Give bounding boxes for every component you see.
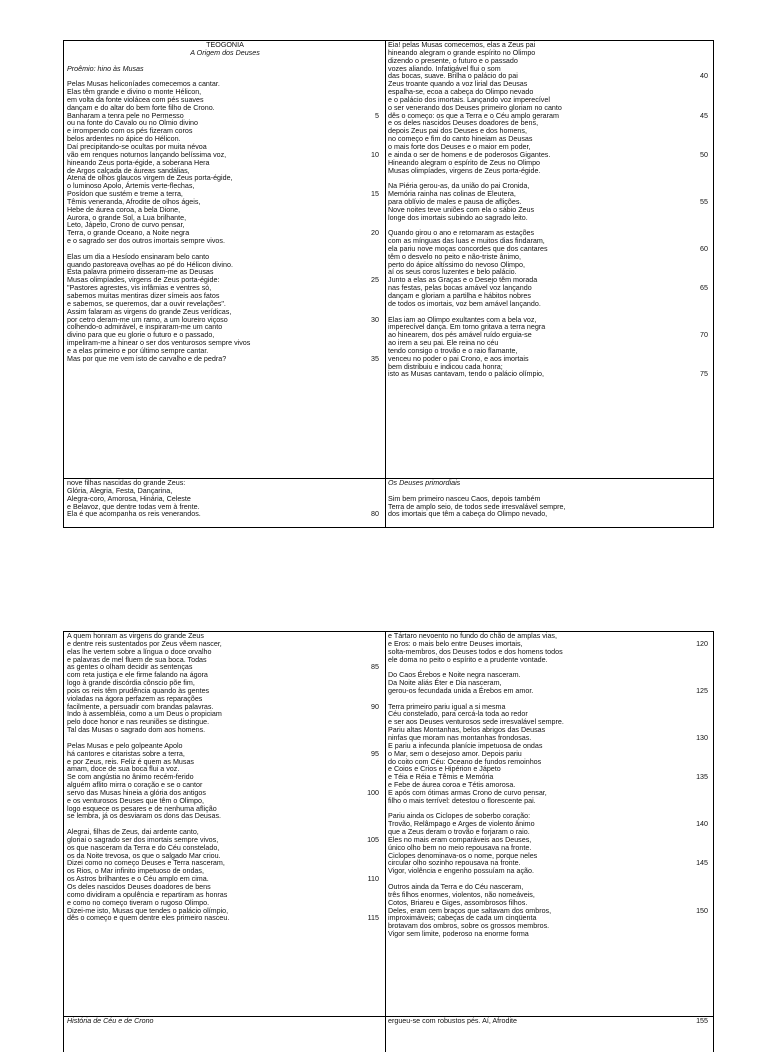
line-number: 100 (367, 788, 379, 797)
column-divider (385, 632, 386, 1052)
line-number: 40 (700, 72, 708, 81)
verse-text: violadas na ágora perfazem as reparações (67, 694, 203, 703)
section-heading: História de Céu e de Crono (67, 1017, 154, 1025)
line-number: 155 (696, 1017, 708, 1025)
verse-text: os que nasceram da Terra e do Céu constelado, (67, 843, 220, 852)
line-number: 30 (371, 315, 379, 324)
verse-text: e Belavoz, que dentre todas vem à frente. (67, 502, 200, 511)
verse-line (388, 168, 712, 176)
verse-line (388, 511, 712, 519)
verse-text: Pelas Musas e pelo golpeante Apolo (67, 741, 183, 750)
verse-text: Hineando alegram o espírito de Zeus no Olimpo (388, 158, 541, 167)
line-number: 50 (700, 150, 708, 159)
verse-text: e como no começo tiveram o rugoso Olimpo. (67, 898, 210, 907)
verse-text: Da Noite aliás Éter e Dia nasceram, (388, 679, 502, 688)
verse-text: e Eros: o mais belo entre Deuses imortais, (388, 639, 523, 648)
verse-line (388, 931, 712, 939)
line-number: 140 (696, 820, 708, 829)
verse-text: Indo à assembléia, como a um Deus o propiciam (67, 710, 222, 719)
verse-text: os Rios, o Mar infinito impetuoso de ondas, (67, 867, 204, 876)
line-number: 145 (696, 859, 708, 868)
verse-text: com reta justiça e ele firme falando na ágora (67, 671, 208, 680)
verse-text: e Tártaro nevoento no fundo do chão de amplas vias, (388, 632, 557, 640)
verse-line (67, 511, 383, 519)
line-number: 15 (371, 190, 379, 199)
verse-text: E pariu a infecunda planície impetuosa de ondas (388, 741, 543, 750)
verse-text: e o sagrado ser dos outros imortais sempre vivos. (67, 237, 225, 246)
verse-text: amam, doce de sua boca flui a voz. (67, 765, 180, 774)
verse-text: E após com ótimas armas Crono de curvo pensar, (388, 788, 547, 797)
verse-text: Glória, Alegria, Festa, Dançarina, (67, 486, 173, 495)
verse-text: improximáveis; cabeças de cada um cinqüenta (388, 914, 537, 923)
verse-text: Pariu altas Montanhas, belos abrigos das Deusas (388, 726, 546, 735)
verse-text: Se com angústia no ânimo recém-ferido (67, 773, 194, 782)
verse-text: no começo e fim do canto hineiam as Deusas (388, 135, 533, 144)
verse-line (67, 1018, 383, 1026)
verse-text: servo das Musas hineia a glória dos antigos (67, 788, 206, 797)
verse-text: circular olho sozinho repousava na fronte. (388, 859, 521, 868)
verse-text: aí os seus coros luzentes e belo palácio. (388, 268, 517, 277)
verse-text: como dividiram a opulência e repartiram as honras (67, 890, 228, 899)
verse-text: de Argos calçada de áureas sandálias, (67, 166, 190, 175)
verse-text: Terra de amplo seio, de todos sede irresvalável sempre, (388, 502, 566, 511)
verse-text: Elas um dia a Hesíodo ensinaram belo canto (67, 252, 210, 261)
verse-text: e Coios e Crios e Hipérion e Jápeto (388, 765, 501, 774)
verse-text: Outros ainda da Terra e do Céu nasceram, (388, 883, 524, 891)
verse-text: colhendo-o admirável, e inspiraram-me um canto (67, 323, 223, 332)
verse-text: ela pariu nove moças concordes que dos cantares (388, 244, 548, 253)
blank-line (67, 923, 383, 931)
verse-text: e a elas primeiro e por último sempre cantar. (67, 346, 209, 355)
verse-text: e sabemos, se queremos, dar a ouvir revelações". (67, 299, 226, 308)
column-divider (385, 41, 386, 527)
verse-text: longe dos imortais subindo ao sagrado leito. (388, 213, 528, 222)
line-number: 95 (371, 749, 379, 758)
verse-line (67, 727, 383, 735)
verse-text: Terra, o grande Oceano, a Noite negra (67, 229, 190, 238)
verse-text: Elas iam ao Olimpo exultantes com a bela voz, (388, 315, 537, 324)
verse-text: divino para que eu glorie o futuro e o passado, (67, 331, 215, 340)
verse-text: nas festas, pelas bocas amável voz lançando (388, 284, 532, 293)
verse-text: Terra primeiro pariu igual a si mesma (388, 702, 506, 711)
verse-text: Musas olimpíades, virgens de Zeus porta-égide: (67, 276, 220, 285)
verse-text: logo esquece os pesares e de nenhuma aflição (67, 804, 217, 813)
verse-text: dês o começo e quem dentre eles primeiro nasceu. (67, 914, 230, 923)
verse-text: e o palácio dos imortais. Lançando voz imperecível (388, 95, 550, 104)
verse-line (67, 66, 383, 74)
verse-text: se lembra, já os desviaram os dons das Deusas. (67, 812, 221, 821)
section-heading: Proêmio: hino às Musas (67, 64, 144, 73)
verse-text: os da Noite trevosa, os que o salgado Mar criou. (67, 851, 221, 860)
line-number: 80 (371, 510, 379, 519)
verse-text: Dizei-me isto, Musas que tendes o palácio olímpio, (67, 906, 229, 915)
verse-text: e os venturosos Deuses que têm o Olimpo, (67, 796, 204, 805)
verse-text: com as mínguas das luas e muitos dias findaram, (388, 237, 545, 246)
verse-line (388, 371, 712, 379)
verse-text: Nove noites teve uniões com ela o sábio Zeus (388, 205, 535, 214)
page-1-left-bottom-column (67, 480, 383, 519)
verse-text: Daí precipitando-se ocultas por muita névoa (67, 142, 207, 151)
section-heading: A Origem dos Deuses (190, 48, 260, 57)
verse-text: Pariu ainda os Ciclopes de soberbo coração: (388, 812, 531, 821)
line-number: 70 (700, 331, 708, 340)
line-number: 20 (371, 229, 379, 238)
verse-text: Têmis veneranda, Afrodite de olhos ágeis, (67, 197, 201, 206)
verse-line (388, 688, 712, 696)
verse-text: "Pastores agrestes, vis infâmias e ventres só, (67, 284, 212, 293)
verse-text: Ela é que acompanha os reis venerandos. (67, 510, 201, 519)
line-number: 110 (367, 875, 379, 884)
verse-text: quando pastoreava ovelhas ao pé do Hélicon divino. (67, 260, 233, 269)
verse-text: as gentes o olham decidir as sentenças (67, 663, 193, 672)
document-page-1 (63, 40, 713, 528)
section-heading: Os Deuses primordiais (388, 479, 461, 487)
verse-text: Memória rainha nas colinas de Eleutera, (388, 190, 516, 199)
verse-text: gloriai o sagrado ser dos imortais sempre vivos, (67, 835, 219, 844)
line-number: 60 (700, 244, 708, 253)
verse-text: e Febe de áurea coroa e Tétis amorosa. (388, 781, 516, 790)
verse-text: Musas olimpíades, virgens de Zeus porta-égide. (388, 166, 541, 175)
verse-text: e os deles nascidos Deuses doadores de bens, (388, 119, 539, 128)
line-number: 35 (371, 354, 379, 363)
verse-text: o Mar, sem o desejoso amor. Depois pariu (388, 749, 522, 758)
verse-text: Alegra-coro, Amorosa, Hinária, Celeste (67, 494, 191, 503)
verse-text: e ainda o ser de homens e de poderosos Gigantes. (388, 150, 551, 159)
verse-text: hineando alegram o grande espírito no Olimpo (388, 48, 536, 57)
page-1-border (63, 40, 714, 528)
verse-line (388, 657, 712, 665)
verse-text: bem distribuiu e indicou cada honra; (388, 362, 503, 371)
verse-text: elas lhe vertem sobre a língua o doce orvalho (67, 647, 212, 656)
verse-line (67, 50, 383, 58)
line-number: 25 (371, 276, 379, 285)
verse-text: os Astros brilhantes e o Céu amplo em cima. (67, 875, 209, 884)
verse-text: alguém aflito mirra o coração e se o cantor (67, 781, 203, 790)
verse-text: logo à grande discórdia cônscio põe fim, (67, 679, 195, 688)
verse-text: dançam e do altar do bem forte filho de Crono. (67, 103, 215, 112)
verse-text: pois os reis têm prudência quando às gentes (67, 686, 210, 695)
verse-text: dizendo o presente, o futuro e o passado (388, 56, 518, 65)
verse-text: imperecível dança. Em torno gritava a terra negra (388, 323, 546, 332)
page-1-right-bottom-column (388, 480, 712, 519)
line-number: 10 (371, 150, 379, 159)
page-2-right-top-column (388, 633, 712, 939)
verse-text: pelo doce honor e nas reuniões se distingue. (67, 718, 210, 727)
verse-line (388, 301, 712, 309)
line-number: 65 (700, 284, 708, 293)
verse-text: solta-membros, dos Deuses todos e dos homens todos (388, 647, 563, 656)
verse-text: único olho bem no meio repousava na fronte. (388, 843, 532, 852)
verse-text: A quem honram as virgens do grande Zeus (67, 632, 204, 640)
verse-text: Posídon que sustém e treme a terra, (67, 190, 183, 199)
verse-text: o ser venerando dos Deuses primeiro gloriam no canto (388, 103, 562, 112)
page-2-right-bottom-column (388, 1018, 712, 1026)
verse-line (67, 813, 383, 821)
verse-text: Vigor sem limite, poderoso na enorme forma (388, 930, 529, 939)
line-number: 125 (696, 686, 708, 695)
verse-text: Sim bem primeiro nasceu Caos, depois também (388, 494, 541, 503)
verse-text: filho o mais terrível: detestou o florescente pai. (388, 796, 536, 805)
verse-text: Trovão, Relâmpago e Arges de violento ânimo (388, 820, 535, 829)
verse-text: o mais forte dos Deuses e o maior em poder, (388, 142, 531, 151)
verse-text: nove filhas nascidas do grande Zeus: (67, 479, 186, 487)
verse-text: Junto a elas as Graças e o Desejo têm morada (388, 276, 538, 285)
page-2-left-bottom-column (67, 1018, 383, 1026)
verse-text: venceu no poder o pai Crono, e aos imortais (388, 354, 529, 363)
verse-line (67, 356, 383, 364)
verse-text: Hebe de áurea coroa, a bela Dione, (67, 205, 181, 214)
verse-line (67, 238, 383, 246)
verse-text: depois Zeus pai dos Deuses e dos homens, (388, 127, 527, 136)
verse-text: perto do ápice altíssimo do nevoso Olimpo, (388, 260, 525, 269)
verse-text: tendo consigo o trovão e o raio flamante, (388, 346, 518, 355)
verse-text: há cantores e citaristas sobre a terra, (67, 749, 185, 758)
verse-text: Quando girou o ano e retornaram as estações (388, 229, 535, 238)
line-number: 115 (367, 914, 379, 923)
verse-text: Céu constelado, para cercá-la toda ao redor (388, 710, 528, 719)
verse-text: isto as Musas cantavam, tendo o palácio olímpio, (388, 370, 544, 379)
verse-text: Os deles nascidos Deuses doadores de bens (67, 883, 211, 891)
verse-text: ele doma no peito o espírito e a prudente vontade. (388, 655, 548, 664)
document-page-2 (63, 631, 713, 1031)
verse-text: Alegrai, filhas de Zeus, dai ardente canto, (67, 828, 199, 837)
verse-text: Eia! pelas Musas comecemos, elas a Zeus pai (388, 41, 536, 49)
verse-text: Banharam a tenra pele no Permesso (67, 111, 184, 120)
verse-text: Elas têm grande e divino o monte Hélicon, (67, 88, 202, 97)
verse-text: Atena de olhos glaucos virgem de Zeus porta-égide, (67, 174, 233, 183)
verse-text: Do Caos Érebos e Noite negra nasceram. (388, 671, 521, 680)
verse-text: de todos os imortais, voz bem amável lançando. (388, 299, 541, 308)
verse-text: Aurora, o grande Sol, a Lua brilhante, (67, 213, 187, 222)
verse-text: e ser aos Deuses venturosos sede irresvalável sempre. (388, 718, 564, 727)
verse-text: do coito com Céu: Oceano de fundos remoinhos (388, 757, 542, 766)
line-number: 135 (696, 773, 708, 782)
verse-text: vão em renques noturnos lançando belíssima voz, (67, 150, 227, 159)
verse-text: dos imortais que têm a cabeça do Olimpo nevado, (388, 510, 548, 519)
verse-text: brotavam dos ombros, sobre os grossos membros. (388, 922, 550, 931)
verse-text: e dentre reis sustentados por Zeus vêem nascer, (67, 639, 222, 648)
verse-text: Zeus troante quando a voz lirial das Deusas (388, 80, 528, 89)
verse-text: sabemos muitas mentiras dizer símeis aos fatos (67, 292, 220, 300)
verse-text: três filhos enormes, violentos, não nomeáveis, (388, 890, 535, 899)
verse-text: impeliram-me a hinear o ser dos venturosos sempre vivos (67, 339, 251, 348)
line-number: 90 (371, 702, 379, 711)
verse-text: Cotos, Briareu e Giges, assombrosos filhos. (388, 898, 528, 907)
verse-text: Tal das Musas o sagrado dom aos homens. (67, 726, 206, 735)
verse-text: facilmente, a persuadir com brandas palavras. (67, 702, 214, 711)
verse-text: que a Zeus deram o trovão e forjaram o raio. (388, 828, 530, 837)
verse-text: ao irem a seu pai. Ele reina no céu (388, 339, 499, 348)
section-heading: TEOGONIA (206, 41, 244, 49)
line-number: 45 (700, 111, 708, 120)
verse-text: ninfas que moram nas montanhas frondosas. (388, 733, 532, 742)
verse-text: em volta da fonte violácea com pés suaves (67, 95, 204, 104)
verse-text: têm o desvelo no peito e não-triste ânimo, (388, 252, 521, 261)
verse-text: Eles no mais eram comparáveis aos Deuses, (388, 835, 532, 844)
verse-text: ou na fonte do Cavalo ou no Olmio divino (67, 119, 198, 128)
page-2-left-top-column (67, 633, 383, 931)
verse-line (388, 798, 712, 806)
verse-text: dês o começo: os que a Terra e o Céu amplo geraram (388, 111, 559, 120)
verse-text: Deles, eram cem braços que saltavam dos ombros, (388, 906, 552, 915)
verse-line (67, 915, 383, 923)
verse-text: Mas por que me vem isto de carvalho e de pedra? (67, 354, 227, 363)
verse-text: ao hinearem, dos pés amável ruído erguia-se (388, 331, 532, 340)
verse-text: Pelas Musas heliconíades comecemos a cantar. (67, 80, 220, 89)
line-number: 55 (700, 197, 708, 206)
line-number: 75 (700, 370, 708, 379)
verse-text: e Téia e Réia e Têmis e Memória (388, 773, 494, 782)
verse-text: belos ardentes no ápice do Hélicon. (67, 135, 181, 144)
line-number: 120 (696, 639, 708, 648)
line-number: 85 (371, 663, 379, 672)
verse-text: e irrompendo com os pés fizeram coros (67, 127, 193, 136)
verse-text: Assim falaram as virgens do grande Zeus verídicas, (67, 307, 232, 316)
verse-text: vozes aliando. Infatigável flui o som (388, 64, 501, 73)
page-1-right-top-column (388, 42, 712, 379)
line-number: 5 (375, 111, 379, 120)
line-number: 150 (696, 906, 708, 915)
verse-text: Ciclopes denominava-os o nome, porque neles (388, 851, 538, 860)
verse-text: espalha-se, ecoa a cabeça do Olimpo nevado (388, 88, 534, 97)
verse-text: ergueu-se com robustos pés. Aí, Afrodite (388, 1017, 517, 1025)
verse-line (388, 1018, 712, 1026)
verse-text: das bocas, suave. Brilha o palácio do pai (388, 72, 518, 81)
page-1-left-top-column (67, 42, 383, 364)
verse-text: hineando Zeus porta-égide, a soberana Hera (67, 158, 210, 167)
verse-text: Leto, Jápeto, Crono de curvo pensar, (67, 221, 185, 230)
verse-text: por cetro deram-me um ramo, a um loureiro viçoso (67, 315, 228, 324)
line-number: 130 (696, 733, 708, 742)
verse-text: Dizei como no começo Deuses e Terra nasceram, (67, 859, 225, 868)
line-number: 105 (367, 835, 379, 844)
verse-line (388, 215, 712, 223)
verse-line (388, 480, 712, 488)
verse-text: gerou-os fecundada unida a Érebos em amor. (388, 686, 534, 695)
verse-text: Na Piéria gerou-as, da união do pai Cronida, (388, 182, 530, 191)
verse-text: para oblívio de males e pausa de aflições. (388, 197, 522, 206)
verse-text: dançam e gloriam a partilha e hábitos nobres (388, 292, 531, 300)
verse-text: Esta palavra primeiro disseram-me as Deusas (67, 268, 214, 277)
verse-text: e por Zeus, reis. Feliz é quem as Musas (67, 757, 194, 766)
verse-text: o luminoso Apolo, Ártemis verte-flechas, (67, 182, 195, 191)
verse-text: e palavras de mel fluem de sua boca. Todas (67, 655, 207, 664)
verse-text: Vigor, violência e engenho possuíam na ação. (388, 867, 534, 876)
page-2-border (63, 631, 714, 1052)
verse-line (388, 868, 712, 876)
